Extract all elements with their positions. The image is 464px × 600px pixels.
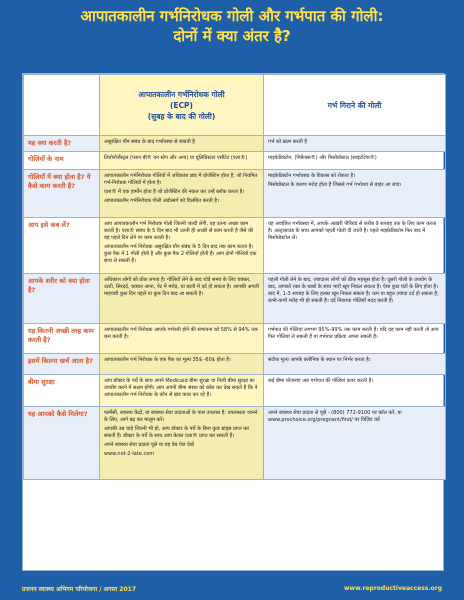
- abortion-cell: [264, 375, 446, 407]
- row-question: बीमा सुरक्षा: [24, 375, 100, 407]
- table-row: [24, 324, 446, 354]
- table-row: [24, 274, 446, 324]
- cell-paragraph: सटीक मूल्य आपके क्लीनिक के स्थान पर निर्भर करता है।: [268, 357, 371, 363]
- row-question: यह क्या करती है?: [24, 136, 100, 152]
- header-ecp: [100, 75, 264, 136]
- row-question: यह कितनी अच्छी तरह काम करती है?: [24, 324, 100, 354]
- row-question: आप इसे कब लें?: [24, 218, 100, 274]
- ecp-cell: [100, 375, 264, 407]
- cell-paragraph: यह अवांछित गर्भावस्था में, आपके आख़री पीरियड से करीब 9 सप्ताह तक के लिए काम करता है। अल्ट्रासाउंड के साथ आपको पहली गोली दी जाती है। पहले माइफ़ेप्रिस्टोन फिर बाद में मिसोप्रोस्टोल लें।: [268, 221, 437, 241]
- footer-organization: प्रजनन स्वास्थ्य अभिगम परियोजना / अगस्त 2017: [22, 586, 137, 593]
- footer-website-link[interactable]: www.reproductiveaccess.org: [344, 585, 442, 592]
- table-row: [24, 152, 446, 170]
- cell-paragraph: आप आपातकालीन गर्भ निरोधक गोली जितनी जल्दी लेंगी, यह उतना अच्छा काम करती है। एला® संबंध के 5 दिन बाद भी उतनी ही अच्छी से काम करती है जैसे की यह पहले दिन लेने पर काम करती है।: [104, 221, 254, 241]
- abortion-cell: [264, 170, 446, 218]
- ecp-cell: [100, 354, 264, 375]
- header-ecp-line-2: (ECP): [170, 100, 193, 110]
- cell-paragraph: अपने स्वास्थ्य सेवा प्रदाता से पूछें - (800) 772-9100 पर कॉल करें, या www.prochoice.org/pregnant/find/ पर विज़िट करें: [268, 410, 402, 423]
- cell-paragraph: आपातकालीन गर्भ निरोधक असुरक्षित यौन संबंध के 5 दिन बाद तक काम करता है। कुछ पैक में 1 गोली होती है और कुछ पैक 2 गोलियाँ होती हैं। आप दोनों गोलियाँ एक साथ ले सकती हैं।: [104, 244, 257, 264]
- ecp-cell: [100, 324, 264, 354]
- cell-paragraph: आपातकालीन गर्भनिरोधक गोली अंडोत्सर्ग को विलंबित करती है।: [104, 198, 219, 204]
- abortion-cell: [264, 152, 446, 170]
- row-question: इसमें कितना खर्च आता है?: [24, 354, 100, 375]
- abortion-cell: [264, 354, 446, 375]
- table-row: [24, 218, 446, 274]
- cell-paragraph: अपने स्वास्थ्य सेवा प्रदाता पूछें या यह वेब पेज देखें: [104, 442, 194, 448]
- row-question: आपके शरीर को क्या होता है?: [24, 274, 100, 324]
- ecp-cell: [100, 407, 264, 480]
- cell-paragraph: आप डॉक्टर के पर्चे के साथ अपने Medicaid बीमा सुरक्षा या निजी बीमा सुरक्षा का उपयोग करने में सक्षम होंगी। आप अपनी बीमा संस्था को कॉल कर देख सकते हैं कि वे आपातकालीन गर्भ निरोधक के कौन से ब्रांड कवर कर रहे हैं।: [104, 378, 258, 398]
- page-title-line-2: दोनों में क्या अंतर है?: [173, 27, 291, 45]
- abortion-cell: [264, 274, 446, 324]
- comparison-table: [23, 74, 446, 480]
- ecp-cell: [100, 274, 264, 324]
- table-row: [24, 170, 446, 218]
- cell-paragraph: एला® में एक हार्मोन होता है जो प्रोजेस्टिन की नक़ल कर उन्हें ब्लॉक करता है।: [104, 189, 245, 195]
- cell-paragraph: आपातकालीन गर्भनिरोधक गोलियों में अधिकांश ब्रांड में प्रोजेस्टिन होता है, जो नियमित गर्भ-निरोधक गोलियों में होता है।: [104, 173, 258, 186]
- header-abortion: गर्भ गिराने की गोली: [264, 75, 446, 136]
- page-title: [0, 6, 464, 46]
- table-row: [24, 136, 446, 152]
- table-row: [24, 354, 446, 375]
- row-question: यह आपको कैसे मिलेगा?: [24, 407, 100, 480]
- table-header-row: [24, 75, 446, 136]
- cell-paragraph: माइफ़ेप्रिस्टोन गर्भावस्था के विकास को रोकता है।: [268, 173, 355, 179]
- header-blank-cell: [24, 75, 100, 136]
- ecp-cell: [100, 218, 264, 274]
- ecp-cell: [100, 170, 264, 218]
- header-ecp-line-3: (सुबह के बाद की गोली): [147, 111, 216, 121]
- table-row: [24, 375, 446, 407]
- cell-paragraph: असुरक्षित यौन संबंध के बाद गर्भावस्था से बचाती है: [104, 139, 195, 145]
- row-question: गोलियों के नाम: [24, 152, 100, 170]
- ecp-cell: [100, 152, 264, 170]
- abortion-cell: [264, 324, 446, 354]
- cell-paragraph: फार्मेसी, स्वास्थ्य केंद्रों, या स्वास्थ्य सेवा प्रदाताओं के पास उपलब्ध है: उपलब्धता जानने के लिए, आगे बढ़ कर मालूम करें।: [104, 410, 258, 423]
- cell-paragraph: माइफ़ेप्रिस्टोन, (मिफ़ेक्स®) और मिसोप्रोस्टल (साइटोटेक®): [268, 155, 377, 161]
- page-title-line-1: आपातकालीन गर्भनिरोधक गोली और गर्भपात की गोली:: [80, 7, 384, 25]
- table-row: [24, 407, 446, 480]
- cell-paragraph: www.not-2-late.com: [104, 451, 155, 457]
- row-question: गोलियाँ में क्या होता है? ये कैसे काम करती है?: [24, 170, 100, 218]
- cell-paragraph: लिवोनोर्जेस्ट्रल (प्लान बी® वन स्टेप और अन्य) या यूलिप्रिस्टल एसीटेट (एला®): [104, 155, 248, 161]
- cell-paragraph: अधिकांश लोगों को ठीक लगता है। गोलियाँ लेने के बाद थोड़े समय के लिए चक्कर, उल्टी, सिरदर्द, चक्कर आना, पेट में मरोड़, या छाती में दर्द हो सकता है। आपकी अगली माहवारी कुछ दिन पहले या कुछ दिन बाद आ सकती है।: [104, 277, 259, 297]
- cell-paragraph: मिसोप्रोस्टल के कारण मरोड़ होता है जिससे गर्भ गर्भाशय से बाहर आ जाए।: [268, 182, 402, 188]
- abortion-cell: [264, 407, 446, 480]
- cell-paragraph: पहली गोली लेने के बाद, ज़्यादातर लोगों को ठीक महसूस होता है। दूसरी गोली के उपयोग के बाद, आपको रक्त के धब्बों के साथ भारी खून निकल सकता है। ऐसा कुछ घंटों के लिए होता है। बाद में, 1-3 सप्ताह के लिए हल्का खून निकल सकता है। कम या बहुत ज़्यादा दर्द हो सकता है; कभी-कभी मरोड़ भी हो सकती है। दर्द निवारक गोलियाँ मदद करती हैं।: [268, 277, 439, 304]
- cell-paragraph: आपकी उम्र चाहे जितनी भी हो, आप डॉक्टर के पर्चे के बिना कुछ ब्रांड्स प्राप्त कर सकती हैं। डॉक्टर के पर्चे के साथ आप केवल एला® प्राप्त कर सकती हैं।: [104, 426, 250, 439]
- cell-paragraph: आपातकालीन गर्भ निरोधक आपके गर्भवती होने की संभावना को 58% से 94% तक कम करती है।: [104, 327, 258, 340]
- table-body: [24, 136, 446, 480]
- cell-paragraph: कई बीमा योजनाएं अब गर्भपात की गोलियां कवर करती हैं।: [268, 378, 374, 384]
- header-ecp-line-1: आपातकालीन गर्भनिरोधक गोली: [138, 89, 225, 99]
- comparison-table-frame: [22, 73, 444, 571]
- cell-paragraph: गर्भ को ख़त्म करती है: [268, 139, 307, 145]
- cell-paragraph: आपातकालीन गर्भ निरोधक के एक पैक का मूल्य 35$ -60$ होता है।: [104, 357, 231, 363]
- abortion-cell: [264, 136, 446, 152]
- abortion-cell: [264, 218, 446, 274]
- ecp-cell: [100, 136, 264, 152]
- cell-paragraph: गर्भपात की गोलियां लगभग 95%-99% तक काम करती हैं। यदि यह काम नहीं करती तो आप फिर गोलियां ले सकती हैं या गर्भपात प्रक्रिया अपना सकती हैं।: [268, 327, 439, 340]
